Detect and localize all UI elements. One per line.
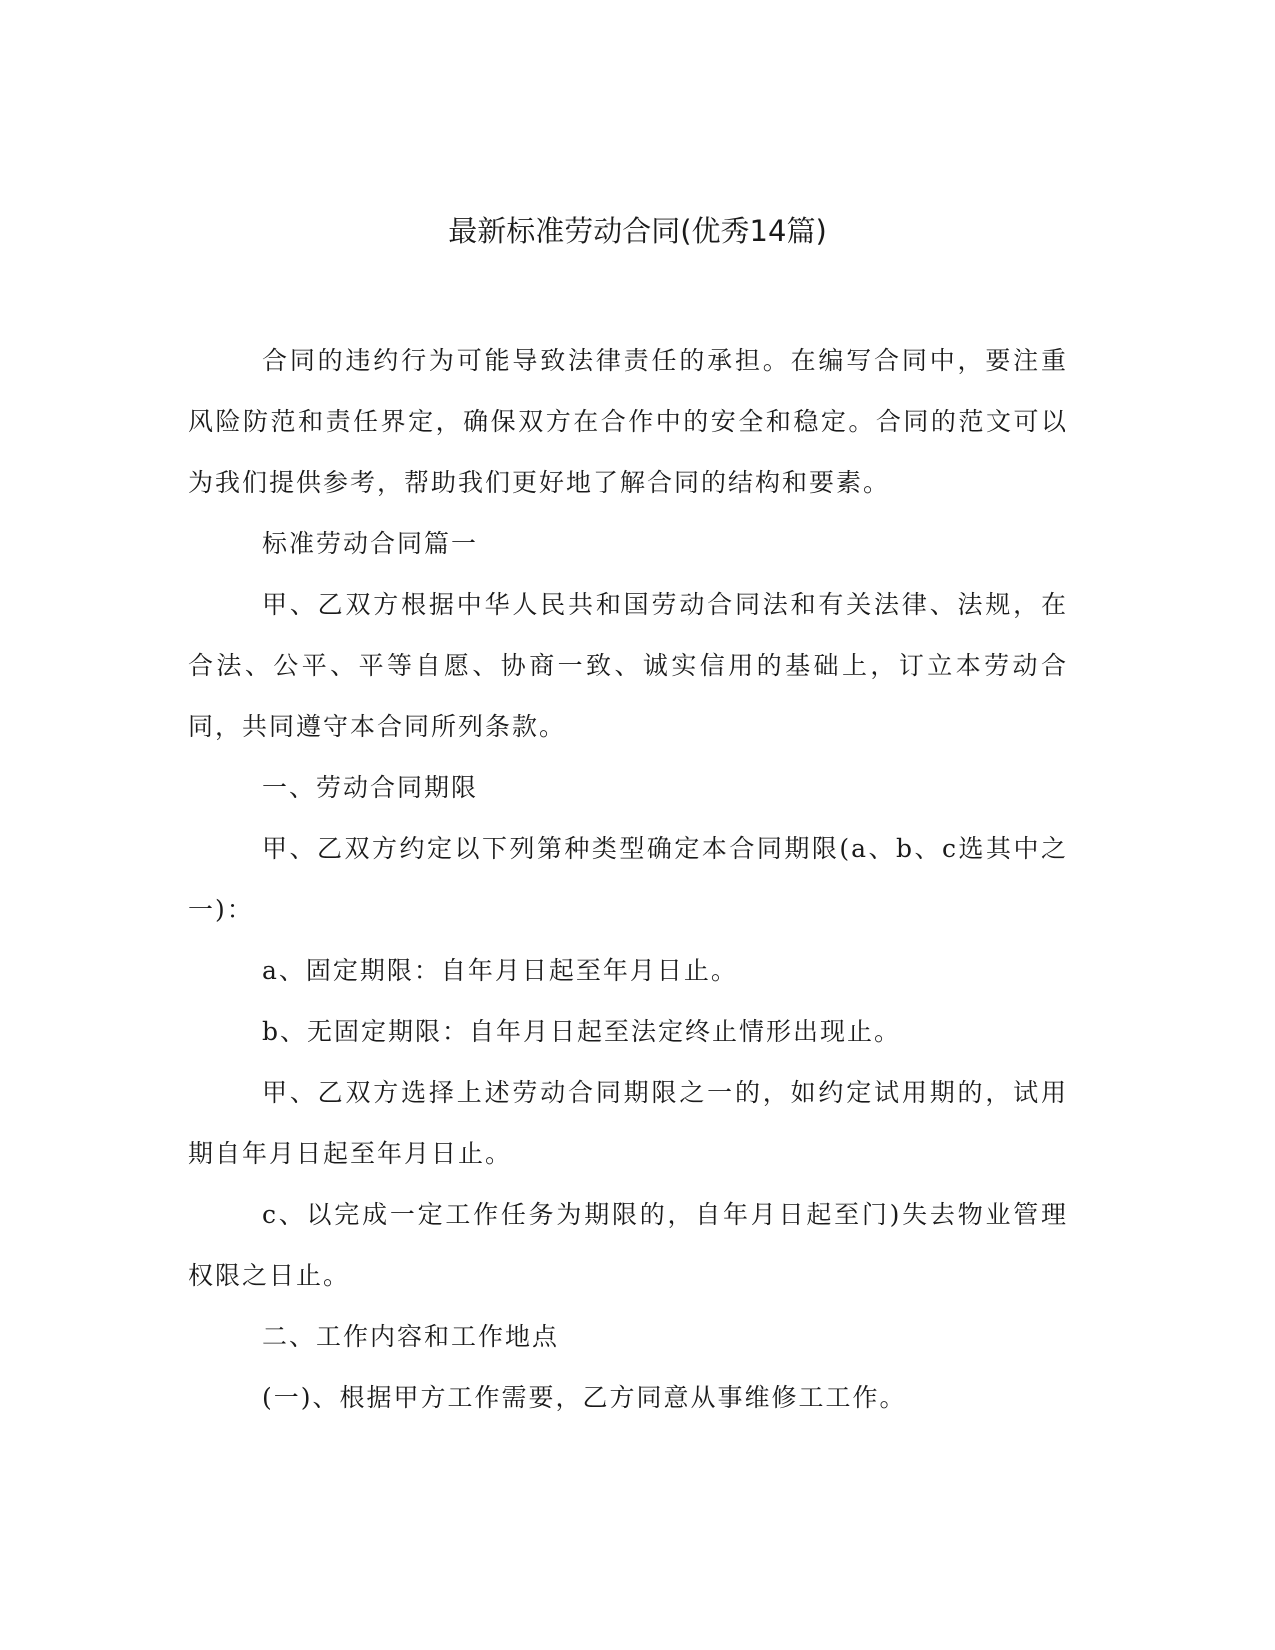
term-type-paragraph: 甲、乙双方约定以下列第种类型确定本合同期限(a、b、c选其中之一)： (188, 834, 1068, 924)
term-option-b: b、无固定期限：自年月日起至法定终止情形出现止。 (262, 1017, 902, 1046)
clause-heading-work: 二、工作内容和工作地点 (262, 1322, 560, 1351)
section-heading-contract-one: 标准劳动合同篇一 (262, 529, 479, 558)
document-body (188, 330, 1068, 1428)
intro-paragraph: 合同的违约行为可能导致法律责任的承担。在编写合同中，要注重风险防范和责任界定，确保双方在合作中的安全和稳定。合同的范文可以为我们提供参考，帮助我们更好地了解合同的结构和要素。 (188, 346, 1068, 497)
probation-paragraph: 甲、乙双方选择上述劳动合同期限之一的，如约定试用期的，试用期自年月日起至年月日止。 (188, 1078, 1068, 1168)
work-content-item-1: (一)、根据甲方工作需要，乙方同意从事维修工工作。 (262, 1383, 907, 1412)
term-option-c: c、以完成一定工作任务为期限的，自年月日起至门)失去物业管理权限之日止。 (188, 1200, 1068, 1290)
clause-heading-term: 一、劳动合同期限 (262, 773, 479, 802)
preamble-paragraph: 甲、乙双方根据中华人民共和国劳动合同法和有关法律、法规，在合法、公平、平等自愿、协商一致、诚实信用的基础上，订立本劳动合同，共同遵守本合同所列条款。 (188, 590, 1068, 741)
document-title: 最新标准劳动合同(优秀14篇) (448, 214, 827, 248)
term-option-a: a、固定期限：自年月日起至年月日止。 (262, 956, 738, 985)
